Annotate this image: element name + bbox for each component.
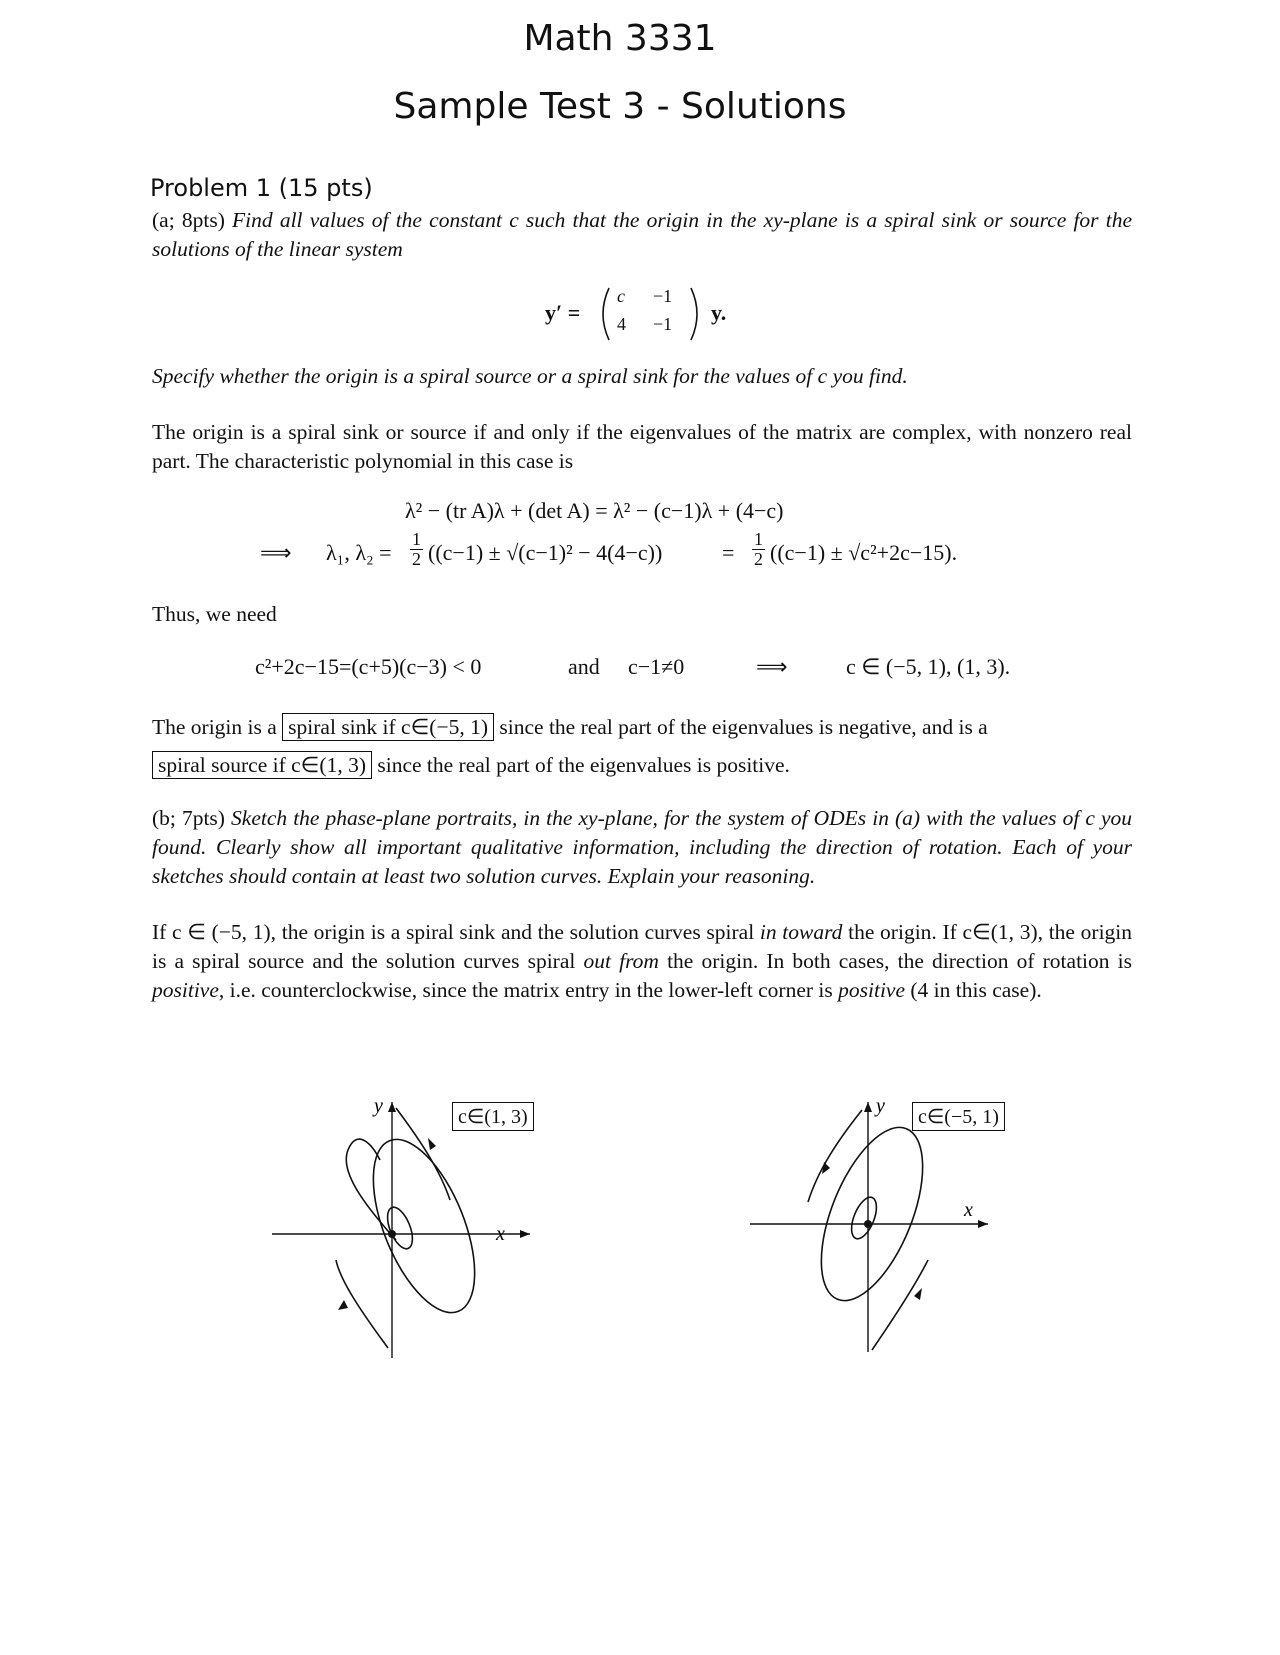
course-title: Math 3331 [523, 18, 717, 59]
spiral-sink-box: spiral sink if c∈(−5, 1) [282, 713, 494, 741]
conclusion-paragraph: The origin is a spiral sink if c∈(−5, 1) since the real part of the eigenvalues is negative, and is a spiral source if c∈(1, 3) since the real part of the eigenvalues is positive. [152, 715, 988, 777]
direction-arrow-1 [428, 1138, 436, 1150]
half-fraction-2: $\frac{1}{2}$ [754, 529, 763, 569]
left-plot-label: c∈(1, 3) [452, 1102, 534, 1131]
solution-curve-2 [872, 1260, 928, 1350]
eigenvalue-expr-2: ((c−1) ± √c²+2c−15). [770, 540, 958, 565]
result-intervals: c ∈ (−5, 1), (1, 3). [846, 654, 1011, 679]
implies-arrow-2: ⟹ [756, 654, 788, 679]
linear-system [545, 284, 765, 344]
answer-intro: The origin is a spiral sink or source if and only if the eigenvalues of the matrix are complex, with nonzero real part. The characteristic polynomial in this case is [152, 420, 1132, 473]
y-axis-arrow [864, 1102, 872, 1112]
matrix-a11: c [617, 286, 625, 306]
condition-expression: c²+2c−15=(c+5)(c−3) < 0 [255, 654, 482, 679]
eigenvalue-expr-1: ((c−1) ± √(c−1)² − 4(4−c)) [428, 540, 663, 565]
characteristic-polynomial: λ² − (tr A)λ + (det A) = λ² − (c−1)λ + (4−c) [405, 498, 784, 523]
y-axis-label: y [374, 1095, 383, 1117]
implies-arrow-1: ⟹ [260, 540, 292, 565]
equals-sign: = [722, 540, 735, 565]
condition-2: c−1≠0 [628, 654, 685, 679]
solution-curve-3 [396, 1108, 450, 1200]
matrix-a21: 4 [617, 314, 626, 334]
x-axis-arrow [978, 1220, 988, 1228]
thus-text: Thus, we need [152, 602, 277, 626]
system-lhs: y′ = [545, 300, 581, 325]
direction-arrow-2 [338, 1300, 348, 1310]
and-word: and [568, 654, 600, 679]
part-a-text: Find all values of the constant c such that the origin in the xy-plane is a spiral sink or source for the solutions of the linear system [152, 208, 1132, 261]
part-b-question [152, 804, 1132, 891]
part-b-text: Sketch the phase-plane portraits, in the xy-plane, for the system of ODEs in (a) with the values of c you found. Clearly show all important qualitative information, including the direction of rotation. Each of your sketches should contain at least two solution curves. Explain your reasoning. [152, 806, 1133, 888]
solution-curve-1 [808, 1110, 862, 1202]
page-title: Sample Test 3 - Solutions [393, 86, 847, 127]
problem-heading: Problem 1 (15 pts) [150, 174, 373, 202]
matrix-a22: −1 [653, 314, 673, 334]
x-axis-arrow [520, 1230, 530, 1238]
solution-orbit-inner [846, 1194, 881, 1242]
part-b-answer: If c ∈ (−5, 1), the origin is a spiral sink and the solution curves spiral in toward the origin. If c∈(1, 3), the origin is a spiral source and the solution curves spiral out from the origin. In both cases, the direction of rotation is positive, i.e. counterclockwise, since the matrix entry in the lower-left corner is positive (4 in this case). [152, 920, 1133, 1002]
system-rhs: y. [711, 300, 727, 325]
direction-arrow-1 [822, 1162, 830, 1174]
specify-text: Specify whether the origin is a spiral source or a spiral sink for the values of c you find. [152, 364, 908, 388]
x-axis-label: x [964, 1199, 973, 1221]
part-a-tag: (a; 8pts) [152, 208, 225, 232]
spiral-source-box: spiral source if c∈(1, 3) [152, 751, 372, 779]
eigenvalue-formula [260, 530, 1060, 574]
solution-orbit-outer [800, 1114, 943, 1315]
right-plot-label: c∈(−5, 1) [912, 1102, 1005, 1131]
matrix-brackets [595, 284, 705, 344]
y-axis-label: y [876, 1095, 885, 1117]
eigenvalue-lhs: λ₁, λ₂ = [326, 540, 392, 565]
x-axis-label: x [496, 1223, 505, 1245]
solution-orbit-outer [352, 1126, 495, 1327]
half-fraction-1: $\frac{1}{2}$ [412, 529, 421, 569]
matrix-a12: −1 [653, 286, 673, 306]
part-b-tag: (b; 7pts) [152, 806, 225, 830]
part-a-question [152, 206, 1132, 264]
y-axis-arrow [388, 1102, 396, 1112]
direction-arrow-2 [914, 1288, 922, 1300]
